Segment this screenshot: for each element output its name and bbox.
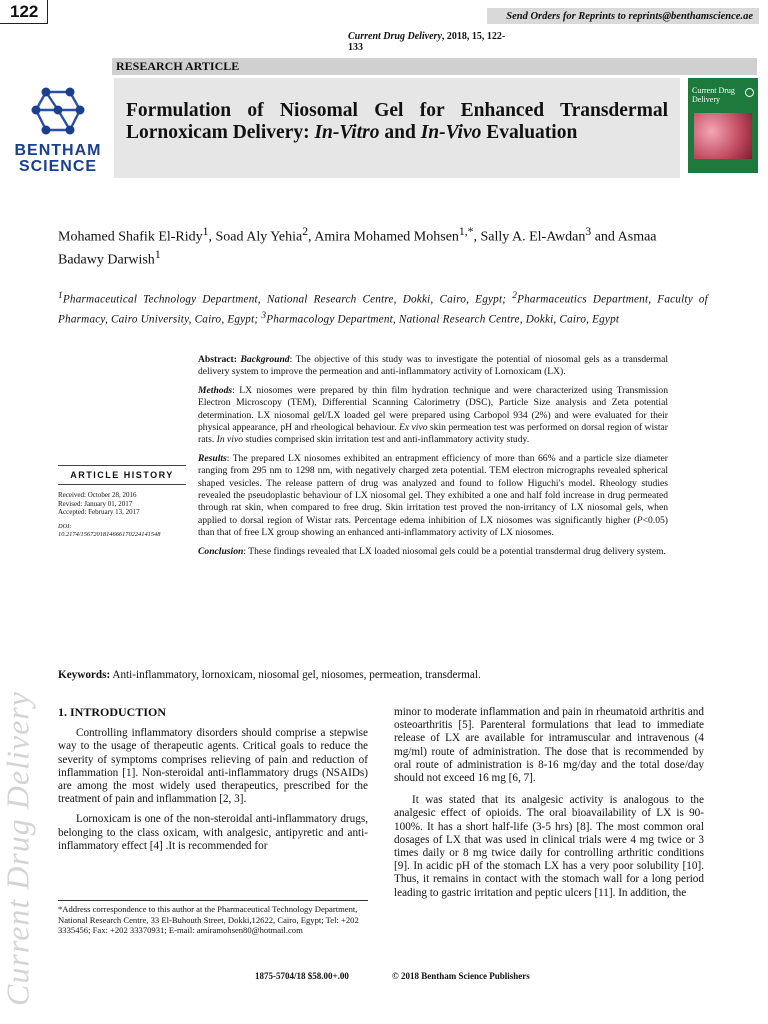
journal-citation bbox=[300, 31, 520, 53]
section-heading: 1. INTRODUCTION bbox=[58, 705, 167, 719]
journal-watermark: Current Drug Delivery bbox=[0, 691, 36, 1006]
abstract-results: Results: The prepared LX niosomes exhibited an entrapment efficiency of more than 66% and a particle size diameter ranging from 295 nm to 1298 nm, with negatively charged zeta potential. TEM electron micrographs revealed spherical shaped vesicles. The release pattern of drug was analyzed and found to follow Higuchi's model. Rheology studies revealed the pseudoplastic behaviour of LX niosomal gel. They exhibited a one and half fold increase in drug permeated through rat skin, when compared to free drug. Skin irritation test proved the non-irritancy of LX niosomal gels, when applied to dorsal region of Wistar rats. Percentage edema inhibition of LX niosomes was significantly higher (P<0.05) than that of free LX group showing an enhanced anti-inflammatory activity of LX niosomes. bbox=[198, 452, 668, 539]
page-number: 122 bbox=[0, 0, 48, 24]
author-list: Mohamed Shafik El-Ridy$^1$, Soad Aly Yehia$^2$, Amira Mohamed Mohsen$^{1,*}$, Sally A. El-Awdan$^3$ and Asmaa Badawy Darwish$^1$ bbox=[58, 225, 657, 268]
journal-cover-image bbox=[688, 78, 758, 173]
paragraph: It was stated that its analgesic activity is analogous to the analgesic effect of opioids. The oral bioavailability of LX is 90-100%. It has a short half-life (3-5 hrs) [8]. The most common oral dosages of LX that was used in clinical trials were 4 mg twice or 3 times daily or 8 mg twice daily for controlling arthritic conditions [9]. In acidic pH of the stomach LX has a very poor solubility [10]. Thus, it remains in contact with the stomach wall for a long period leading to gastric irritation and peptic ulcers [11]. In addition, the bbox=[394, 794, 704, 899]
doi-value[interactable]: 10.2174/1567201814666170224141548 bbox=[58, 530, 161, 538]
body-column-left bbox=[58, 706, 368, 860]
cover-badge bbox=[745, 88, 754, 97]
journal-volume-pages: , 2018, 15, 122-133 bbox=[348, 31, 506, 53]
body-column-right bbox=[394, 706, 704, 907]
issn-price: 1875-5704/18 $58.00+.00 bbox=[255, 971, 349, 981]
article-history bbox=[58, 465, 186, 539]
logo-text-line1: BENTHAM bbox=[14, 142, 102, 159]
article-history-heading: ARTICLE HISTORY bbox=[70, 470, 174, 480]
keywords: Keywords: Anti-inflammatory, lornoxicam, niosomal gel, niosomes, permeation, transdermal. bbox=[58, 669, 481, 681]
article-type: RESEARCH ARTICLE bbox=[112, 58, 757, 75]
revised-date: Revised: January 01, 2017 bbox=[58, 499, 133, 508]
affiliations: $^1$Pharmaceutical Technology Department, National Research Centre, Dokki, Cairo, Egypt; $^2$Pharmaceutics Department, Faculty of Pharmacy, Cairo University, Cairo, Egypt; $^3$Pharmacology Department, National Research Centre, Dokki, Cairo, Egypt bbox=[58, 291, 708, 326]
paragraph: minor to moderate inflammation and pain in rheumatoid arthritis and osteoarthritis [5]. Parenteral formulations that lead to immediate release of LX are available for intramuscular and intravenous (4 mg/ml) route of administration. The dose that is recommended by oral route of administration is 8-16 mg/day and the total dose/day should not exceed 16 mg [6, 7]. bbox=[394, 706, 704, 785]
publisher-logo bbox=[6, 84, 110, 176]
article-title: Formulation of Niosomal Gel for Enhanced Transdermal Lornoxicam Delivery: In-Vitro and In-Vivo Evaluation bbox=[126, 100, 668, 143]
accepted-date: Accepted: February 13, 2017 bbox=[58, 508, 140, 516]
received-date: Received: October 28, 2016 bbox=[58, 491, 137, 499]
doi-label: DOI: bbox=[58, 522, 72, 530]
cover-photo bbox=[694, 113, 752, 159]
journal-name: Current Drug Delivery bbox=[348, 31, 442, 42]
copyright: © 2018 Bentham Science Publishers bbox=[392, 971, 530, 981]
abstract-background: Abstract: Background: The objective of this study was to investigate the potential of niosomal gels as a transdermal delivery system to improve the permeation and anti-inflammatory activity of Lornoxicam (LX). bbox=[198, 354, 668, 378]
logo-text-line2: SCIENCE bbox=[18, 158, 98, 175]
paragraph: Lornoxicam is one of the non-steroidal anti-inflammatory drugs, belonging to the class oxicam, with analgesic, antipyretic and anti-inflammatory effect [4] .It is recommended for bbox=[58, 813, 368, 852]
title-box bbox=[114, 78, 680, 178]
cover-title: Current Drug Delivery bbox=[692, 86, 735, 104]
abstract-conclusion: Conclusion: These findings revealed that LX loaded niosomal gels could be a potential transdermal drug delivery system. bbox=[198, 545, 666, 557]
abstract bbox=[198, 354, 668, 564]
molecule-icon bbox=[28, 84, 88, 140]
abstract-methods: Methods: LX niosomes were prepared by thin film hydration technique and were characterized using Transmission Electron Microscopy (TEM), Differential Scanning Calorimetry (DSC), Particle Size analysis and Zeta potential determination. LX niosomal gel/LX loaded gel were prepared using Carbopol 934 (2%) and were evaluated for their physical appearance, pH and rheological behaviour. Ex vivo skin permeation test was performed on dorsal region of wistar rats. In vivo studies comprised skin irritation test and anti-inflammatory activity study. bbox=[198, 384, 669, 446]
reprint-notice: Send Orders for Reprints to reprints@benthamscience.ae bbox=[487, 8, 759, 24]
paragraph: Controlling inflammatory disorders should comprise a stepwise way to the usage of therapeutic agents. Critical goals to reduce the severity of symptoms comprises relieving of pain and reduction of inflammation [1]. Non-steroidal anti-inflammatory drugs (NSAIDs) are among the most widely used therapeutics, prescribed for the treatment of pain and inflammation [2, 3]. bbox=[58, 727, 368, 806]
correspondence-footnote: *Address correspondence to this author at the Pharmaceutical Technology Department, National Research Centre, 33 El-Buhouth Street, Dokki,12622, Cairo, Egypt; Tel: +202 3335456; Fax: +202 33370931; E-mail: amiramohsen80@hotmail.com bbox=[58, 900, 368, 936]
